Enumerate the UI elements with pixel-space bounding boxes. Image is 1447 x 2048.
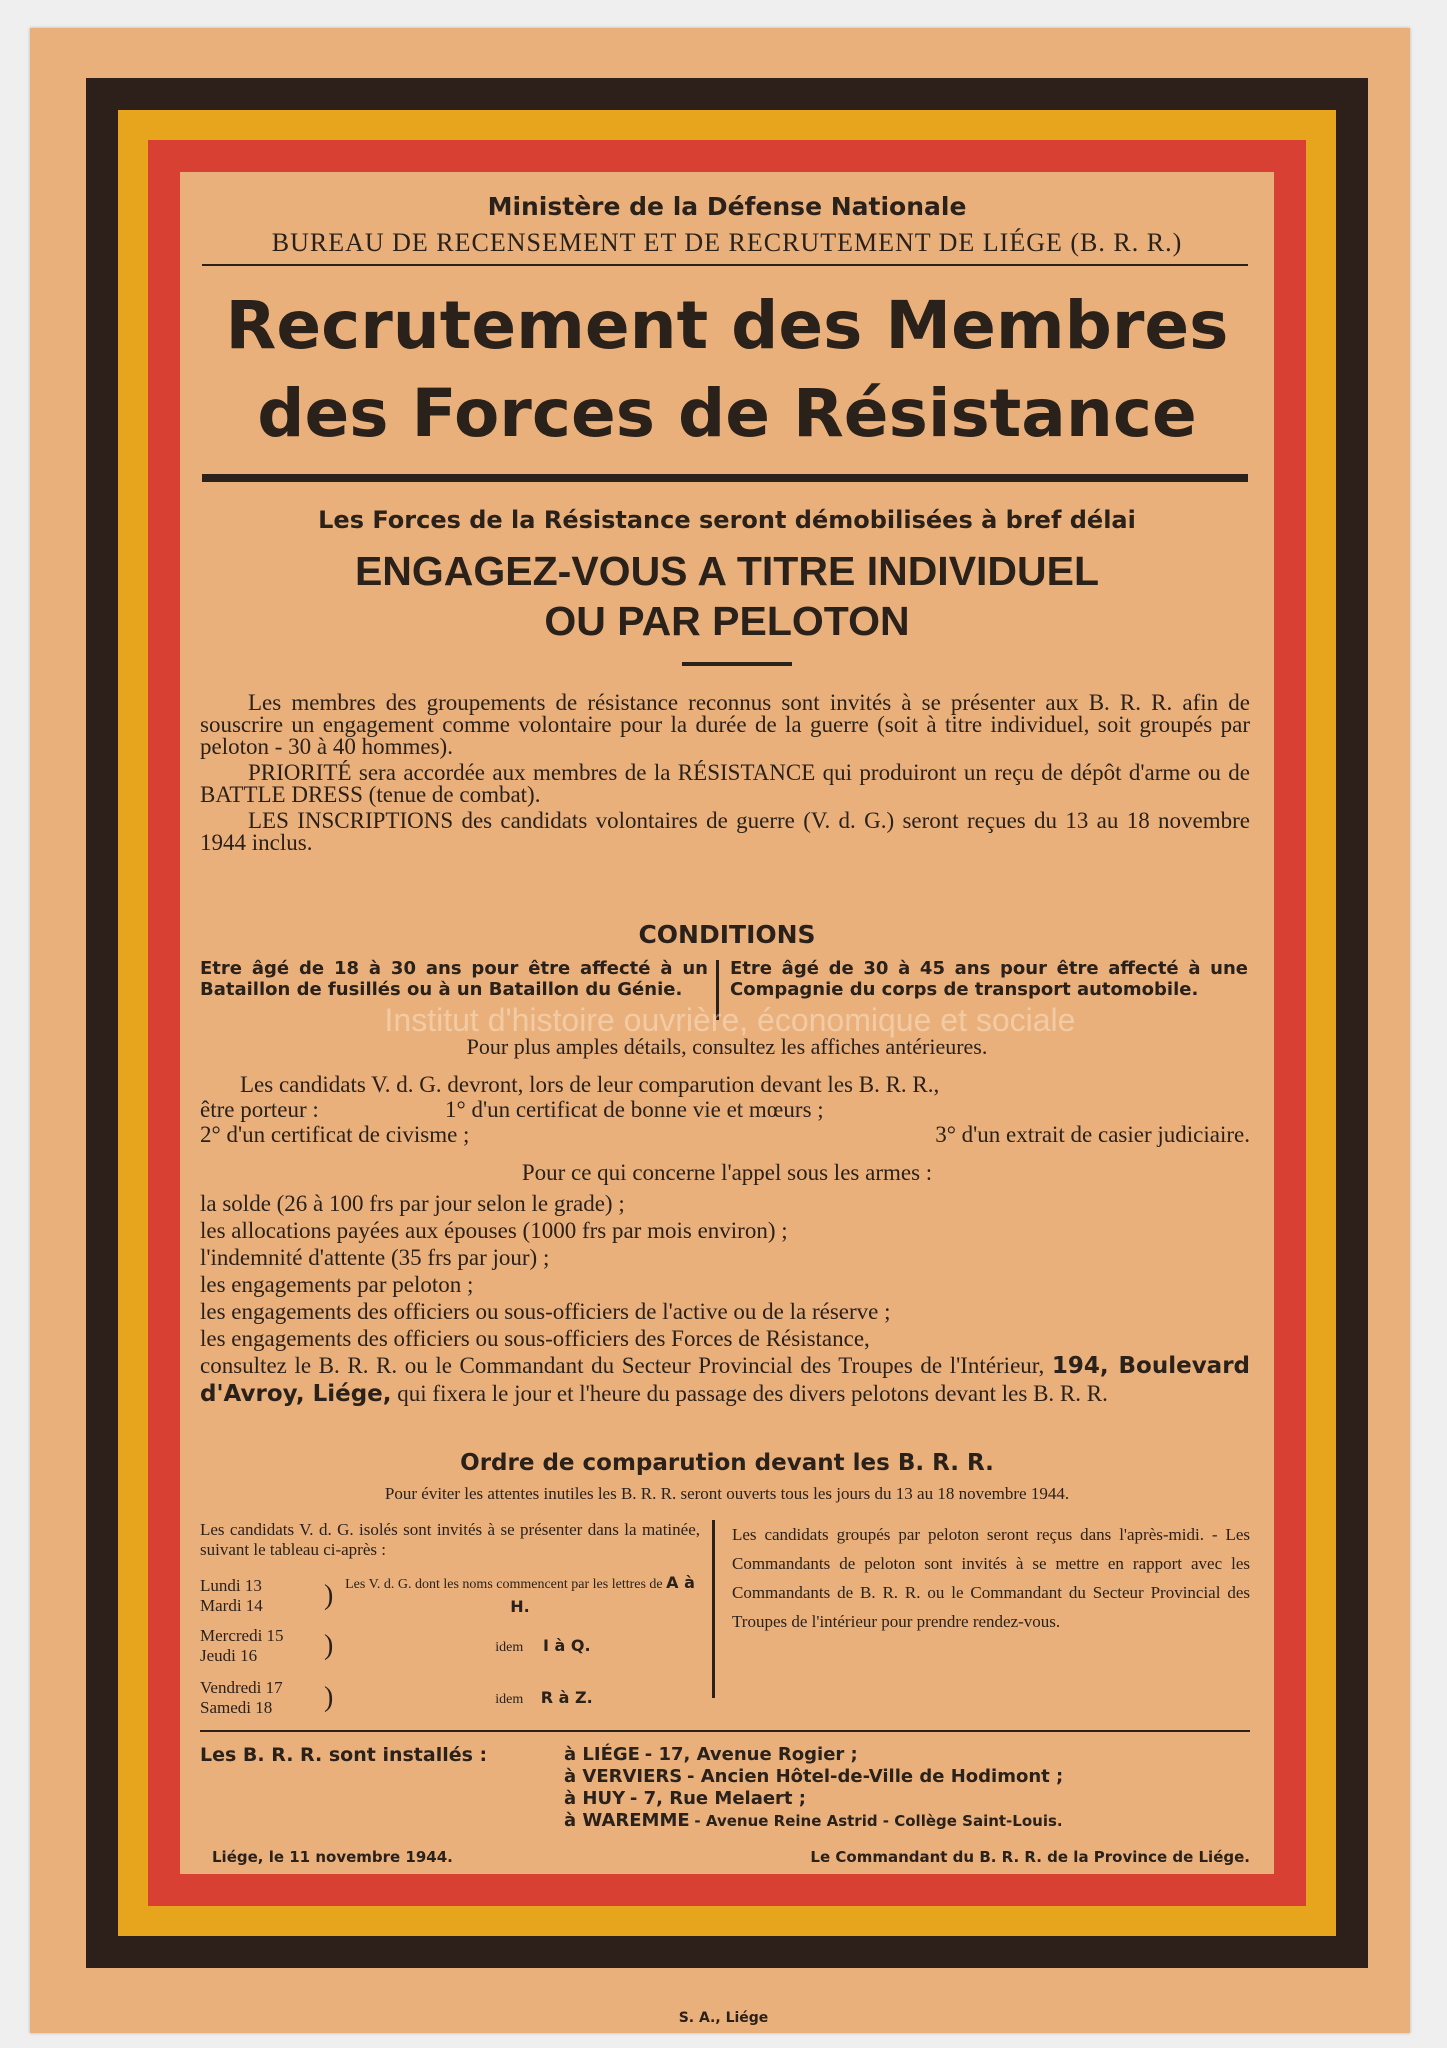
- location-place: - Avenue Reine Astrid - Collège Saint-Louis.: [694, 1812, 1063, 1830]
- schedule-row: [200, 1622, 700, 1674]
- call-to-action: [180, 546, 1274, 646]
- schedule-text: idem: [495, 1692, 524, 1707]
- locations-label: Les B. R. R. sont installés :: [200, 1744, 488, 1766]
- documents-block: [200, 1072, 1250, 1147]
- intro-text: [200, 692, 1250, 854]
- location-item: [564, 1788, 1254, 1810]
- schedule-letters: I à Q.: [542, 1636, 591, 1655]
- conditions-more: Pour plus amples détails, consultez les affiches antérieures.: [466, 1034, 988, 1059]
- conditions-divider: [716, 960, 719, 1020]
- poster-content: [180, 172, 1274, 1874]
- documents-porteur: être porteur :: [200, 1097, 319, 1122]
- schedule-desc: [340, 1572, 700, 1620]
- intro-paragraph-1: Les membres des groupements de résistance reconnus sont invités à se présenter aux B. R. R. afin de souscrire un engagement comme volontaire pour la durée de la guerre (soit à titre individuel, soit groupés par peloton - 30 à 40 hommes).: [200, 690, 1250, 759]
- header-rule: [202, 264, 1248, 266]
- main-title: [180, 282, 1274, 458]
- watermark: Institut d'histoire ouvrière, économique et sociale: [384, 1002, 1076, 1038]
- isoles-intro: Les candidats V. d. G. isolés sont invités à se présenter dans la matinée, suivant le tableau ci-après :: [200, 1520, 700, 1559]
- schedule-table: [200, 1572, 700, 1726]
- location-city: à HUY: [564, 1788, 626, 1809]
- schedule-row: [200, 1674, 700, 1726]
- conditions-heading: CONDITIONS: [638, 920, 816, 949]
- isoles-block: [200, 1520, 700, 1560]
- location-item: [564, 1810, 1254, 1832]
- consult-text-end: qui fixera le jour et l'heure du passage des divers pelotons devant les B. R. R.: [397, 1381, 1108, 1406]
- schedule-days: Mercredi 15 Jeudi 16: [200, 1626, 284, 1665]
- condition-right: Etre âgé de 30 à 45 ans pour être affecté à une Compagnie du corps de transport automobile.: [730, 958, 1248, 1000]
- schedule-letters: R à Z.: [540, 1688, 593, 1707]
- location-item: [564, 1744, 1254, 1766]
- appel-consult: [200, 1352, 1250, 1408]
- schedule-letters: A à H.: [510, 1573, 695, 1616]
- documents-intro: Les candidats V. d. G. devront, lors de leur comparution devant les B. R. R.,: [240, 1072, 940, 1097]
- schedule-desc: [340, 1688, 700, 1708]
- bureau-line: BUREAU DE RECENSEMENT ET DE RECRUTEMENT DE LIÉGE (B. R. R.): [271, 228, 1183, 257]
- location-place: - Ancien Hôtel-de-Ville de Hodimont ;: [687, 1766, 1064, 1787]
- locations-list: [564, 1744, 1254, 1832]
- schedule-days: Vendredi 17 Samedi 18: [200, 1678, 283, 1717]
- title-line-2: des Forces de Résistance: [257, 375, 1197, 452]
- ordre-subheading: Pour éviter les attentes inutiles les B. R. R. seront ouverts tous les jours du 13 au 18 novembre 1944.: [384, 1484, 1070, 1503]
- schedule-text: idem: [495, 1640, 524, 1655]
- appel-item: la solde (26 à 100 frs par jour selon le grade) ;: [200, 1191, 625, 1216]
- location-place: - 7, Rue Melaert ;: [629, 1788, 806, 1809]
- location-city: à VERVIERS: [564, 1766, 683, 1787]
- appel-item: les engagements par peloton ;: [200, 1272, 474, 1297]
- document-item-3: 3° d'un extrait de casier judiciaire.: [935, 1122, 1250, 1147]
- consult-text: consultez le B. R. R. ou le Commandant du Secteur Provincial des Troupes de l'Intérieur,: [200, 1353, 1045, 1378]
- appel-item: les engagements des officiers ou sous-officiers des Forces de Résistance,: [200, 1326, 870, 1351]
- call-line-2: OU PAR PELOTON: [544, 598, 910, 644]
- appel-item: les engagements des officiers ou sous-officiers de l'active ou de la réserve ;: [200, 1299, 891, 1324]
- location-city: à WAREMME: [564, 1810, 690, 1831]
- subtitle: Les Forces de la Résistance seront démobilisées à bref délai: [318, 506, 1136, 534]
- schedule-days: Lundi 13 Mardi 14: [200, 1576, 263, 1615]
- call-line-1: ENGAGEZ-VOUS A TITRE INDIVIDUEL: [354, 548, 1100, 594]
- title-line-1: Recrutement des Membres: [225, 287, 1229, 364]
- groupes-block: Les candidats groupés par peloton seront reçus dans l'après-midi. - Les Commandants de peloton sont invités à se mettre en rapport avec les Commandants de B. R. R. ou le Commandant du Secteur Provincial des Troupes de l'intérieur pour prendre rendez-vous.: [732, 1525, 1250, 1631]
- location-place: - 17, Avenue Rogier ;: [644, 1744, 858, 1765]
- ministry-line: Ministère de la Défense Nationale: [487, 192, 967, 221]
- brace-glyph: ): [324, 1630, 334, 1661]
- location-item: [564, 1766, 1254, 1788]
- appel-heading: Pour ce qui concerne l'appel sous les armes :: [521, 1160, 933, 1185]
- footer-date: Liége, le 11 novembre 1944.: [212, 1848, 453, 1866]
- brace-glyph: ): [324, 1682, 334, 1713]
- schedule-desc: [340, 1636, 700, 1656]
- appel-item: les allocations payées aux épouses (1000 frs par mois environ) ;: [200, 1218, 788, 1243]
- intro-paragraph-3: LES INSCRIPTIONS des candidats volontaires de guerre (V. d. G.) seront reçues du 13 au 18 novembre 1944 inclus.: [200, 808, 1250, 855]
- ordre-heading: Ordre de comparution devant les B. R. R.: [460, 1450, 994, 1476]
- locations-rule: [200, 1730, 1250, 1732]
- condition-left: Etre âgé de 18 à 30 ans pour être affecté à un Bataillon de fusillés ou à un Bataillon du Génie.: [200, 958, 708, 1000]
- schedule-text: Les V. d. G. dont les noms commencent par les lettres de: [345, 1577, 663, 1592]
- footer-signature: Le Commandant du B. R. R. de la Province de Liége.: [810, 1848, 1250, 1866]
- schedule-row: [200, 1572, 700, 1622]
- document-item-2: 2° d'un certificat de civisme ;: [200, 1122, 470, 1147]
- call-rule: [682, 662, 792, 666]
- ordre-divider: [712, 1520, 715, 1698]
- intro-paragraph-2: PRIORITÉ sera accordée aux membres de la RÉSISTANCE qui produiront un reçu de dépôt d'arme ou de BATTLE DRESS (tenue de combat).: [200, 760, 1250, 807]
- printer-credit: S. A., Liége: [678, 2010, 769, 2026]
- appel-item: l'indemnité d'attente (35 frs par jour) ;: [200, 1245, 550, 1270]
- document-item-1: 1° d'un certificat de bonne vie et mœurs ;: [445, 1097, 824, 1122]
- title-rule: [202, 474, 1248, 482]
- appel-list: [200, 1190, 1250, 1408]
- address-text: 194, Boulevard d'Avroy, Liége,: [200, 1353, 1251, 1407]
- brace-glyph: ): [324, 1580, 334, 1611]
- location-city: à LIÉGE: [564, 1744, 640, 1765]
